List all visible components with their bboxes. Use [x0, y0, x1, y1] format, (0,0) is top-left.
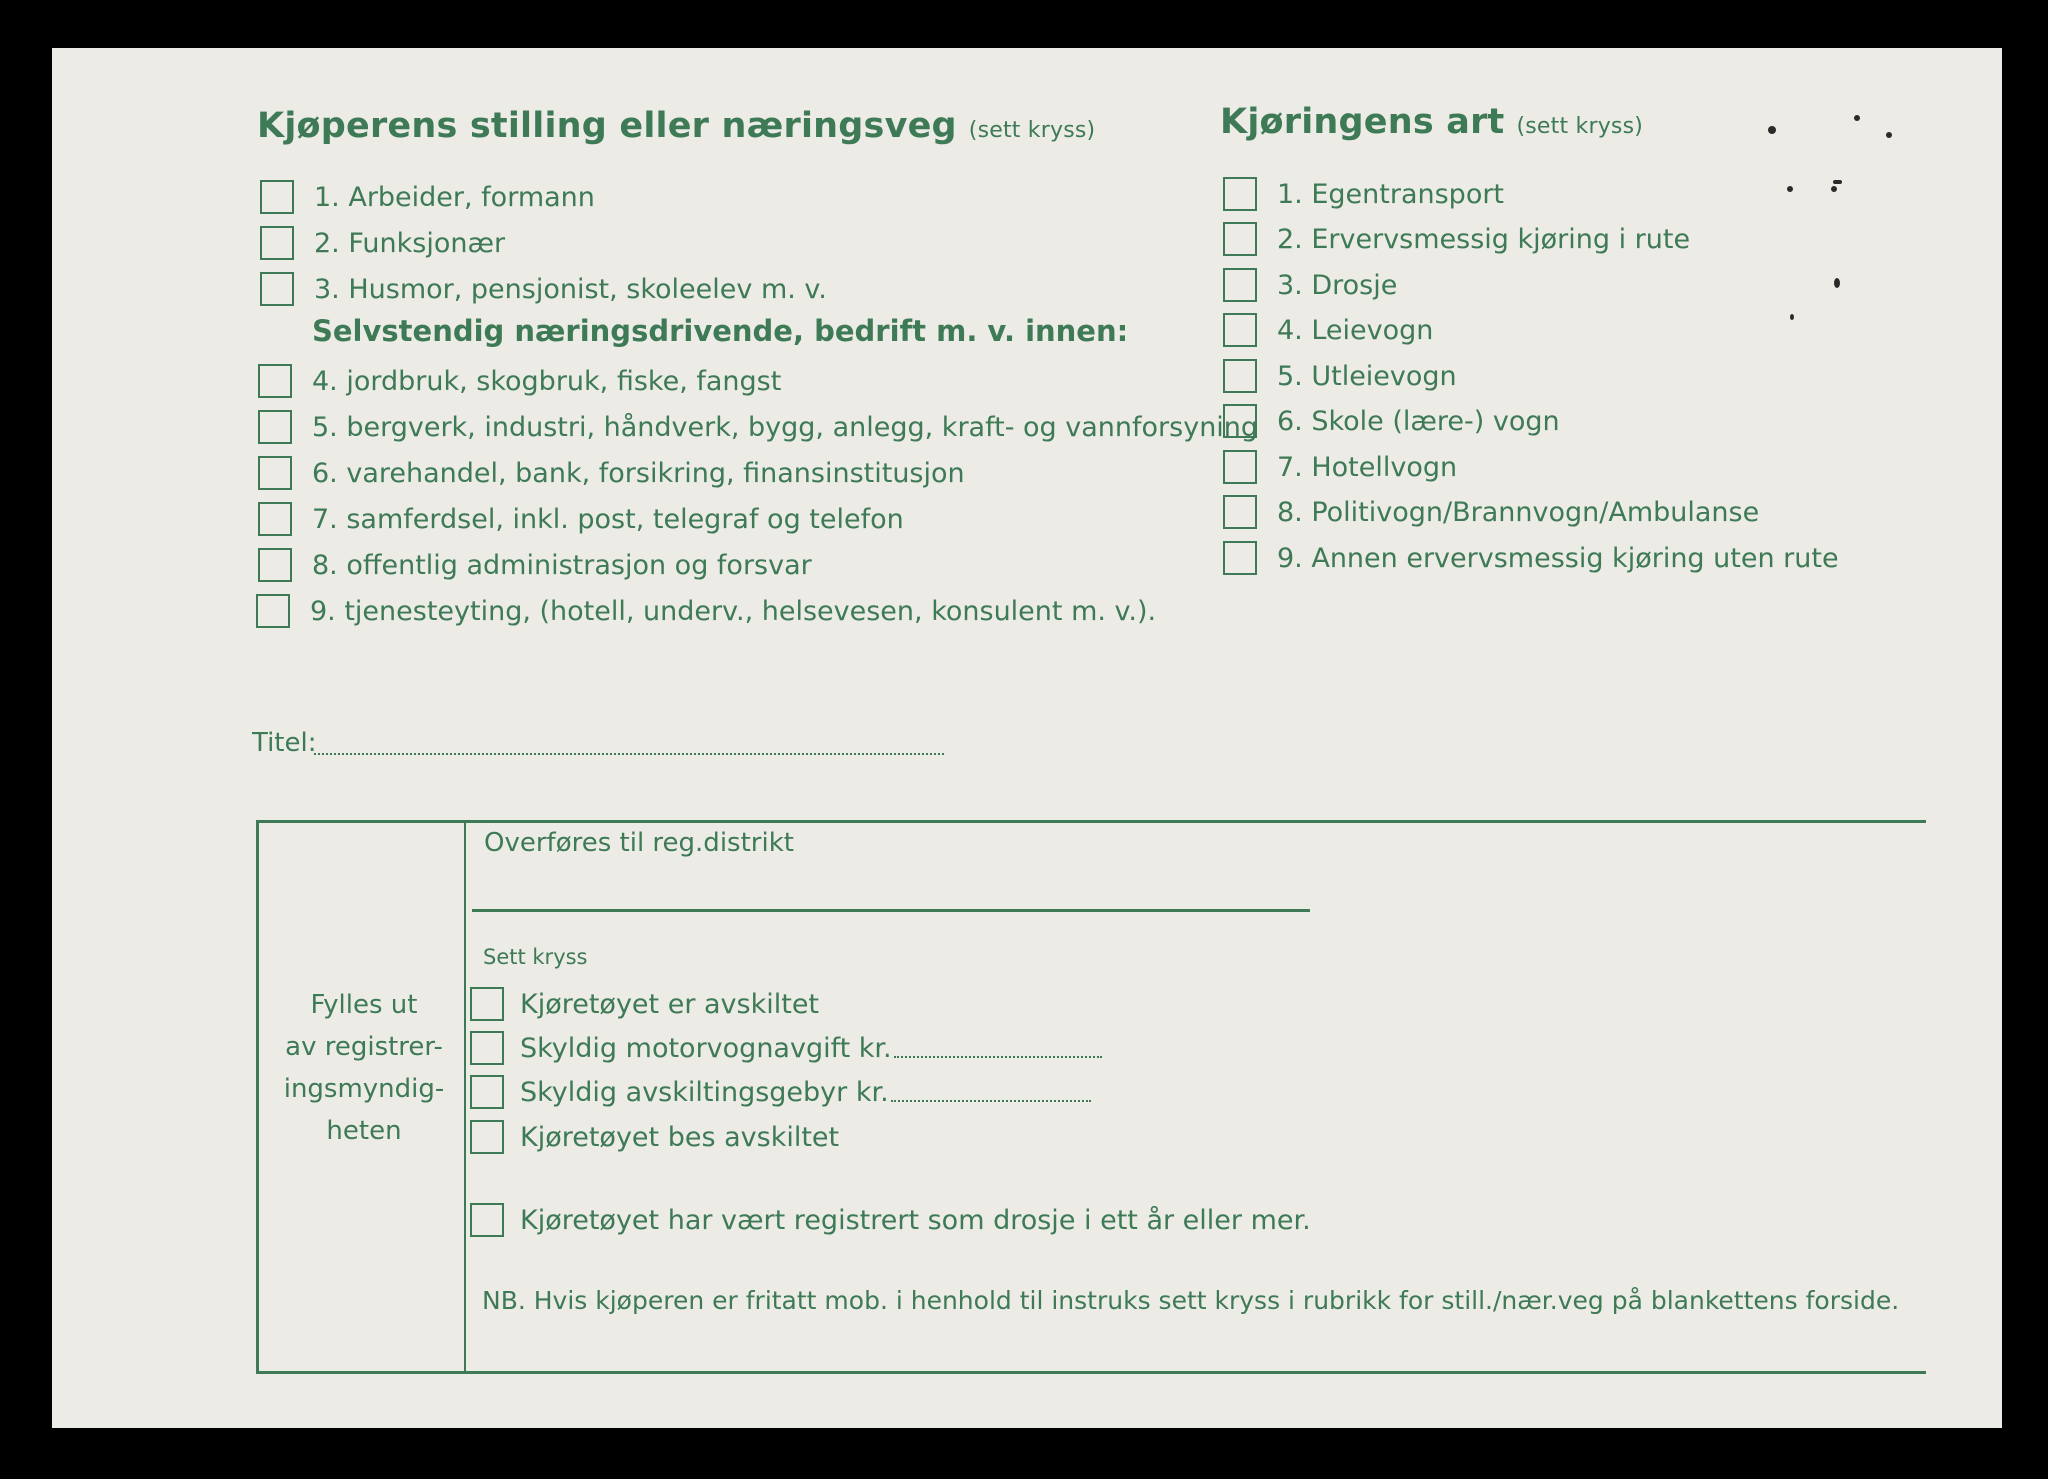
occupation-checkbox[interactable] — [258, 456, 292, 490]
paper-speck — [1787, 186, 1793, 192]
registry-check-2[interactable] — [470, 1029, 1102, 1067]
side-label-line: av registrer- — [285, 1032, 443, 1062]
driving-type-checkbox[interactable] — [1223, 359, 1257, 393]
registry-check-label: Skyldig avskiltingsgebyr kr. — [520, 1076, 889, 1108]
occupation-option-label: 3. Husmor, pensjonist, skoleelev m. v. — [314, 273, 827, 305]
buyer-occupation-note: (sett kryss) — [968, 118, 1096, 143]
occupation-option-label: 8. offentlig administrasjon og forsvar — [312, 549, 812, 581]
driving-type-title: Kjøringens art — [1220, 102, 1505, 142]
occupation-checkbox[interactable] — [256, 594, 290, 628]
driving-type-option-6[interactable] — [1223, 402, 1560, 440]
self-employed-subheading: Selvstendig næringsdrivende, bedrift m. v. innen: — [312, 314, 1129, 348]
occupation-option-label: 7. samferdsel, inkl. post, telegraf og telefon — [312, 503, 904, 535]
driving-type-option-3[interactable] — [1223, 266, 1397, 304]
paper-speck — [1831, 186, 1837, 192]
driving-type-note: (sett kryss) — [1516, 114, 1644, 139]
occupation-option-4[interactable] — [258, 362, 781, 400]
driving-type-checkbox[interactable] — [1223, 495, 1257, 529]
paper-speck — [1790, 314, 1794, 320]
driving-type-option-9[interactable] — [1223, 539, 1839, 577]
transfer-district-label: Overføres til reg.distrikt — [484, 828, 794, 858]
transfer-district-field[interactable] — [472, 909, 1310, 912]
occupation-checkbox[interactable] — [258, 502, 292, 536]
nb-note: NB. Hvis kjøperen er fritatt mob. i henhold til instruks sett kryss i rubrikk for still./nær.veg på blankettens forside. — [482, 1286, 1900, 1315]
driving-type-heading — [1220, 102, 1643, 142]
driving-type-checkbox[interactable] — [1223, 222, 1257, 256]
driving-type-option-label: 7. Hotellvogn — [1277, 451, 1458, 483]
driving-type-option-8[interactable] — [1223, 493, 1759, 531]
driving-type-checkbox[interactable] — [1223, 268, 1257, 302]
drosje-check-label: Kjøretøyet har vært registrert som drosje i ett år eller mer. — [520, 1204, 1311, 1236]
registry-checkbox[interactable] — [470, 987, 504, 1021]
driving-type-option-4[interactable] — [1223, 311, 1433, 349]
paper-speck — [1834, 278, 1840, 288]
titel-label: Titel: — [252, 728, 317, 758]
paper-speck — [1854, 115, 1860, 121]
driving-type-option-7[interactable] — [1223, 448, 1457, 486]
driving-type-option-1[interactable] — [1223, 175, 1504, 213]
driving-type-checkbox[interactable] — [1223, 404, 1257, 438]
plate-fee-amount-field[interactable] — [891, 1082, 1091, 1102]
registry-checkbox[interactable] — [470, 1120, 504, 1154]
side-label-line: heten — [326, 1116, 402, 1146]
driving-type-option-5[interactable] — [1223, 357, 1457, 395]
occupation-option-label: 2. Funksjonær — [314, 227, 506, 259]
driving-type-option-label: 1. Egentransport — [1277, 178, 1505, 210]
driving-type-checkbox[interactable] — [1223, 313, 1257, 347]
sett-kryss-label: Sett kryss — [483, 945, 588, 969]
paper-speck — [1768, 126, 1776, 134]
driving-type-option-label: 9. Annen ervervsmessig kjøring uten rute — [1277, 542, 1839, 574]
occupation-option-7[interactable] — [258, 500, 904, 538]
side-label-line: ingsmyndig- — [283, 1074, 445, 1104]
occupation-checkbox[interactable] — [260, 180, 294, 214]
occupation-option-5[interactable] — [258, 408, 1258, 446]
occupation-option-8[interactable] — [258, 546, 812, 584]
registry-divider — [464, 822, 466, 1372]
occupation-option-1[interactable] — [260, 178, 595, 216]
side-label-line: Fylles ut — [310, 990, 418, 1020]
driving-type-option-label: 3. Drosje — [1277, 269, 1398, 301]
paper-speck — [1886, 132, 1892, 138]
form-page — [52, 48, 2002, 1428]
registry-checkbox[interactable] — [470, 1203, 504, 1237]
occupation-option-label: 1. Arbeider, formann — [314, 181, 595, 213]
occupation-option-label: 6. varehandel, bank, forsikring, finansinstitusjon — [312, 457, 965, 489]
driving-type-checkbox[interactable] — [1223, 541, 1257, 575]
registry-checkbox[interactable] — [470, 1031, 504, 1065]
registry-checkbox[interactable] — [470, 1075, 504, 1109]
occupation-option-label: 9. tjenesteyting, (hotell, underv., helsevesen, konsulent m. v.). — [310, 595, 1157, 627]
occupation-option-9[interactable] — [256, 592, 1156, 630]
driving-type-option-label: 8. Politivogn/Brannvogn/Ambulanse — [1277, 496, 1760, 528]
registry-check-1[interactable] — [470, 985, 819, 1023]
titel-field[interactable] — [314, 729, 944, 755]
occupation-option-6[interactable] — [258, 454, 965, 492]
driving-type-option-label: 5. Utleievogn — [1277, 360, 1457, 392]
registry-check-label: Kjøretøyet bes avskiltet — [520, 1121, 840, 1153]
motor-tax-amount-field[interactable] — [894, 1038, 1102, 1058]
paper-speck — [1833, 180, 1842, 184]
driving-type-option-2[interactable] — [1223, 220, 1690, 258]
registry-check-3[interactable] — [470, 1073, 1091, 1111]
occupation-checkbox[interactable] — [258, 548, 292, 582]
registry-check-4[interactable] — [470, 1118, 839, 1156]
driving-type-option-label: 4. Leievogn — [1277, 314, 1434, 346]
driving-type-option-label: 6. Skole (lære-) vogn — [1277, 405, 1560, 437]
registry-check-label: Kjøretøyet er avskiltet — [520, 988, 820, 1020]
occupation-option-label: 5. bergverk, industri, håndverk, bygg, anlegg, kraft- og vannforsyning — [312, 411, 1259, 443]
driving-type-option-label: 2. Ervervsmessig kjøring i rute — [1277, 223, 1691, 255]
occupation-checkbox[interactable] — [260, 226, 294, 260]
drosje-check[interactable] — [470, 1201, 1311, 1239]
occupation-checkbox[interactable] — [260, 272, 294, 306]
occupation-checkbox[interactable] — [258, 364, 292, 398]
driving-type-checkbox[interactable] — [1223, 450, 1257, 484]
driving-type-checkbox[interactable] — [1223, 177, 1257, 211]
occupation-option-2[interactable] — [260, 224, 505, 262]
occupation-option-label: 4. jordbruk, skogbruk, fiske, fangst — [312, 365, 782, 397]
occupation-checkbox[interactable] — [258, 410, 292, 444]
registry-side-label — [266, 984, 462, 1152]
buyer-occupation-heading — [257, 106, 1095, 146]
buyer-occupation-title: Kjøperens stilling eller næringsveg — [257, 106, 957, 146]
occupation-option-3[interactable] — [260, 270, 827, 308]
registry-check-label: Skyldig motorvognavgift kr. — [520, 1032, 892, 1064]
